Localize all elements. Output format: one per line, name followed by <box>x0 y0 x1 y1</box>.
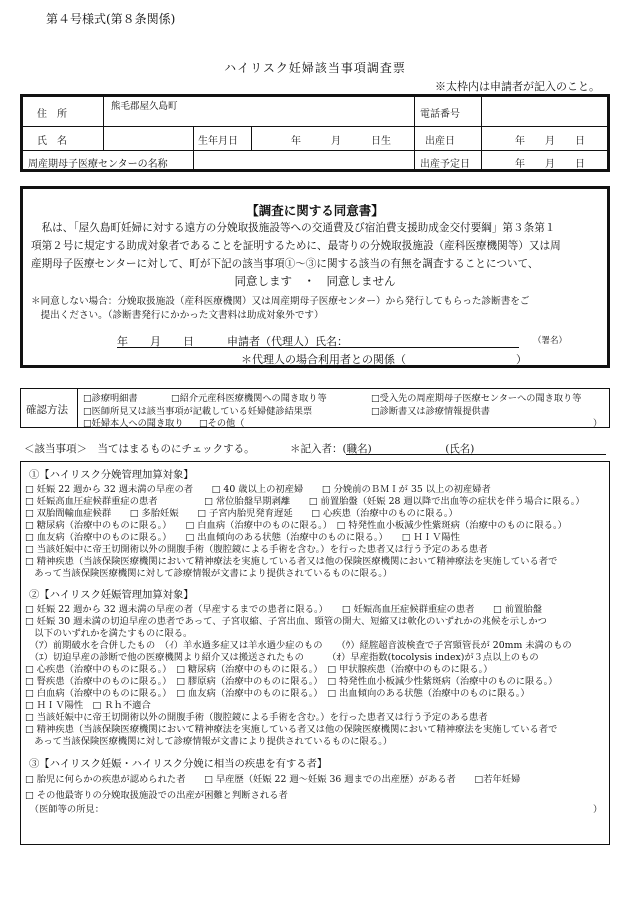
section-2-item[interactable]: □ 当該妊娠中に帝王切開術以外の開腹手術（腹腔鏡による手術を含む。）を行った患者又は行う予定のある患者 <box>25 712 488 723</box>
section-2-title: ②【ハイリスク妊娠管理加算対象】 <box>29 589 194 601</box>
address-value[interactable]: 熊毛郡屋久島町 <box>111 101 178 112</box>
confirm-checkbox-other[interactable]: □その他（ <box>199 418 245 429</box>
confirmation-table <box>20 388 610 428</box>
birth-label: 生年月日 <box>198 136 238 147</box>
due-label: 出産日 <box>425 136 455 147</box>
consent-line-3: 産期母子医療センターに対して、町が下記の該当事項①～③に関する該当の有無を調査することについて、 <box>31 258 539 270</box>
phone-label: 電話番号 <box>420 109 460 120</box>
consent-body <box>31 219 599 273</box>
non-agree-line-2: 提出ください。（診断書発行にかかった文書料は助成対象外です） <box>31 310 324 321</box>
confirm-checkbox-receiving-center[interactable]: □受入先の周産期母子医療センターへの聞き取り等 <box>371 393 582 404</box>
confirm-checkbox-statement[interactable]: □診療明細書 <box>83 393 138 404</box>
doctor-opinion-field[interactable]: （医師等の所見： <box>25 804 105 815</box>
section-1-item[interactable]: □ 双胎間輸血症候群 □ 多胎妊娠 □ 子宮内胎児発育遅延 □ 心疾患（治療中のものに限る。） <box>25 508 458 519</box>
confirm-checkbox-checkup-result[interactable]: □医師所見又は該当事項が記載している妊婦健診結果票 <box>83 406 313 417</box>
planned-label: 出産予定日 <box>420 159 470 170</box>
section-3-item[interactable]: □ 胎児に何らかの疾患が認められた者 □ 早産歴（妊娠 22 週～妊娠 36 週までの出産歴）がある者 □若年妊婦 <box>25 774 521 785</box>
proxy-relationship-field[interactable]: ＊代理人の場合利用者との関係（ ） <box>241 353 527 366</box>
section-3-item[interactable]: □ その他最寄りの分娩取扱施設での出産が困難と判断される者 <box>25 790 288 801</box>
confirmation-label: 確認方法 <box>26 404 68 416</box>
section-1-title: ①【ハイリスク分娩管理加算対象】 <box>29 469 194 481</box>
applicant-table <box>20 94 610 172</box>
section-1-item-cont: あって当該保険医療機関に対して診療情報が文書により提供されているものに限る。） <box>25 568 393 579</box>
page-title: ハイリスク妊婦該当事項調査票 <box>224 61 406 75</box>
non-agree-note <box>31 295 599 323</box>
section-2-item-cont: 以下のいずれかを満たすものに限る。 <box>25 628 193 639</box>
form-number: 第４号様式(第８条関係) <box>46 12 176 26</box>
section-1-item[interactable]: □ 当該妊娠中に帝王切開術以外の開腹手術（腹腔鏡による手術を含む。）を行った患者又は行う予定のある患者 <box>25 544 488 555</box>
center-label: 周産期母子医療センターの名称 <box>28 159 168 170</box>
applicable-items-label: ＜該当事項＞ 当てはまるものにチェックする。 <box>24 443 255 455</box>
confirm-checkbox-referral-clinic[interactable]: □紹介元産科医療機関への聞き取り等 <box>171 393 327 404</box>
signature-underline <box>117 347 519 348</box>
section-2-item[interactable]: □ ＨＩＶ陽性 □ Ｒｈ不適合 <box>25 700 151 711</box>
section-2-item-cont: あって当該保険医療機関に対して診療情報が文書により提供されているものに限る。） <box>25 736 393 747</box>
address-label: 住 所 <box>37 109 67 120</box>
section-2-subitem: （ｴ）切迫早産の診断で他の医療機関より紹介又は搬送されたもの （ｵ）早産指数(tocolysis index)が３点以上のもの <box>25 652 539 663</box>
name-label: 氏 名 <box>37 136 67 147</box>
section-2-subitem: （ｱ）前期破水を合併したもの （ｲ）羊水過多症又は羊水過少症のもの （ｳ）経腟超音波検査で子宮頸管長が 20mm 未満のもの <box>25 640 572 651</box>
consent-line-2: 項第２号に規定する助成対象者であることを証明するために、最寄りの分娩取扱施設（産科医療機関等）又は周 <box>31 240 561 252</box>
writer-field[interactable]: ＊記入者：(職名) (氏名) <box>290 443 475 455</box>
writer-underline <box>346 454 606 455</box>
section-2-item[interactable]: □ 精神疾患（当該保険医療機関において精神療法を実施している者又は他の保険医療機関において精神療法を実施している者で <box>25 724 558 735</box>
section-2-item[interactable]: □ 白血病（治療中のものに限る。） □ 血友病（治療中のものに限る。） □ 出血傾向のある状態（治療中のものに限る。） <box>25 688 530 699</box>
agree-choice[interactable]: 同意します ・ 同意しません <box>234 274 396 288</box>
doctor-opinion-close: ） <box>593 804 603 815</box>
section-2-item[interactable]: □ 心疾患（治療中のものに限る。） □ 糖尿病（治療中のものに限る。） □ 甲状腺疾患（治療中のものに限る。） <box>25 664 493 675</box>
section-1-item[interactable]: □ 妊娠 22 週から 32 週未満の早産の者 □ 40 歳以上の初産婦 □ 分娩前のＢＭＩが 35 以上の初産婦者 <box>25 484 491 495</box>
section-1-item[interactable]: □ 糖尿病（治療中のものに限る。） □ 白血病（治療中のものに限る。） □ 特発性血小板減少性紫斑病（治療中のものに限る。） <box>25 520 567 531</box>
due-value[interactable]: 年 月 日 <box>515 136 585 147</box>
confirm-other-close: ） <box>593 418 603 429</box>
confirm-checkbox-interview[interactable]: □妊婦本人への聞き取り <box>83 418 184 429</box>
section-1-item[interactable]: □ 血友病（治療中のものに限る。） □ 出血傾向のある状態（治療中のものに限る。） □ ＨＩＶ陽性 <box>25 532 460 543</box>
applicable-items-box <box>20 461 610 845</box>
section-2-item[interactable]: □ 妊娠 22 週から 32 週未満の早産の者（早産するまでの患者に限る。） □ 妊娠高血圧症候群重症の患者 □ 前置胎盤 <box>25 604 542 615</box>
section-1-item[interactable]: □ 妊娠高血圧症候群重症の患者 □ 常位胎盤早期剥離 □ 前置胎盤（妊娠 28 週以降で出血等の症状を伴う場合に限る。） <box>25 496 585 507</box>
section-1-item[interactable]: □ 精神疾患（当該保険医療機関において精神療法を実施している者又は他の保険医療機関において精神療法を実施している者で <box>25 556 558 567</box>
planned-value[interactable]: 年 月 日 <box>515 159 585 170</box>
non-agree-line-1: ＊同意しない場合：分娩取扱施設（産科医療機関）又は周産期母子医療センター）から発行してもらった診断書をご <box>31 296 530 307</box>
consent-heading: 【調査に関する同意書】 <box>246 203 384 218</box>
consent-box <box>20 186 610 368</box>
birth-value[interactable]: 年 月 日生 <box>291 136 391 147</box>
bold-frame-note: ※太枠内は申請者が記入のこと。 <box>435 80 600 93</box>
signature-mark: （署名） <box>533 336 568 346</box>
section-3-title: ③【ハイリスク妊娠・ハイリスク分娩に相当の疾患を有する者】 <box>29 758 328 770</box>
signature-field[interactable]: 年 月 日 申請者（代理人）氏名： <box>117 335 348 348</box>
confirm-checkbox-medical-certificate[interactable]: □診断書又は診療情報提供書 <box>371 406 490 417</box>
section-2-item[interactable]: □ 妊娠 30 週未満の切迫早産の患者であって、子宮収縮、子宮出血、頸管の開大、短縮又は軟化のいずれかの兆候を示しかつ <box>25 616 547 627</box>
section-2-item[interactable]: □ 腎疾患（治療中のものに限る。） □ 膠原病（治療中のものに限る。） □ 特発性血小板減少性紫斑病（治療中のものに限る。） <box>25 676 558 687</box>
consent-line-1: 私は、「屋久島町妊婦に対する遠方の分娩取扱施設等への交通費及び宿泊費支援助成金交付要綱」第３条第１ <box>31 222 556 234</box>
